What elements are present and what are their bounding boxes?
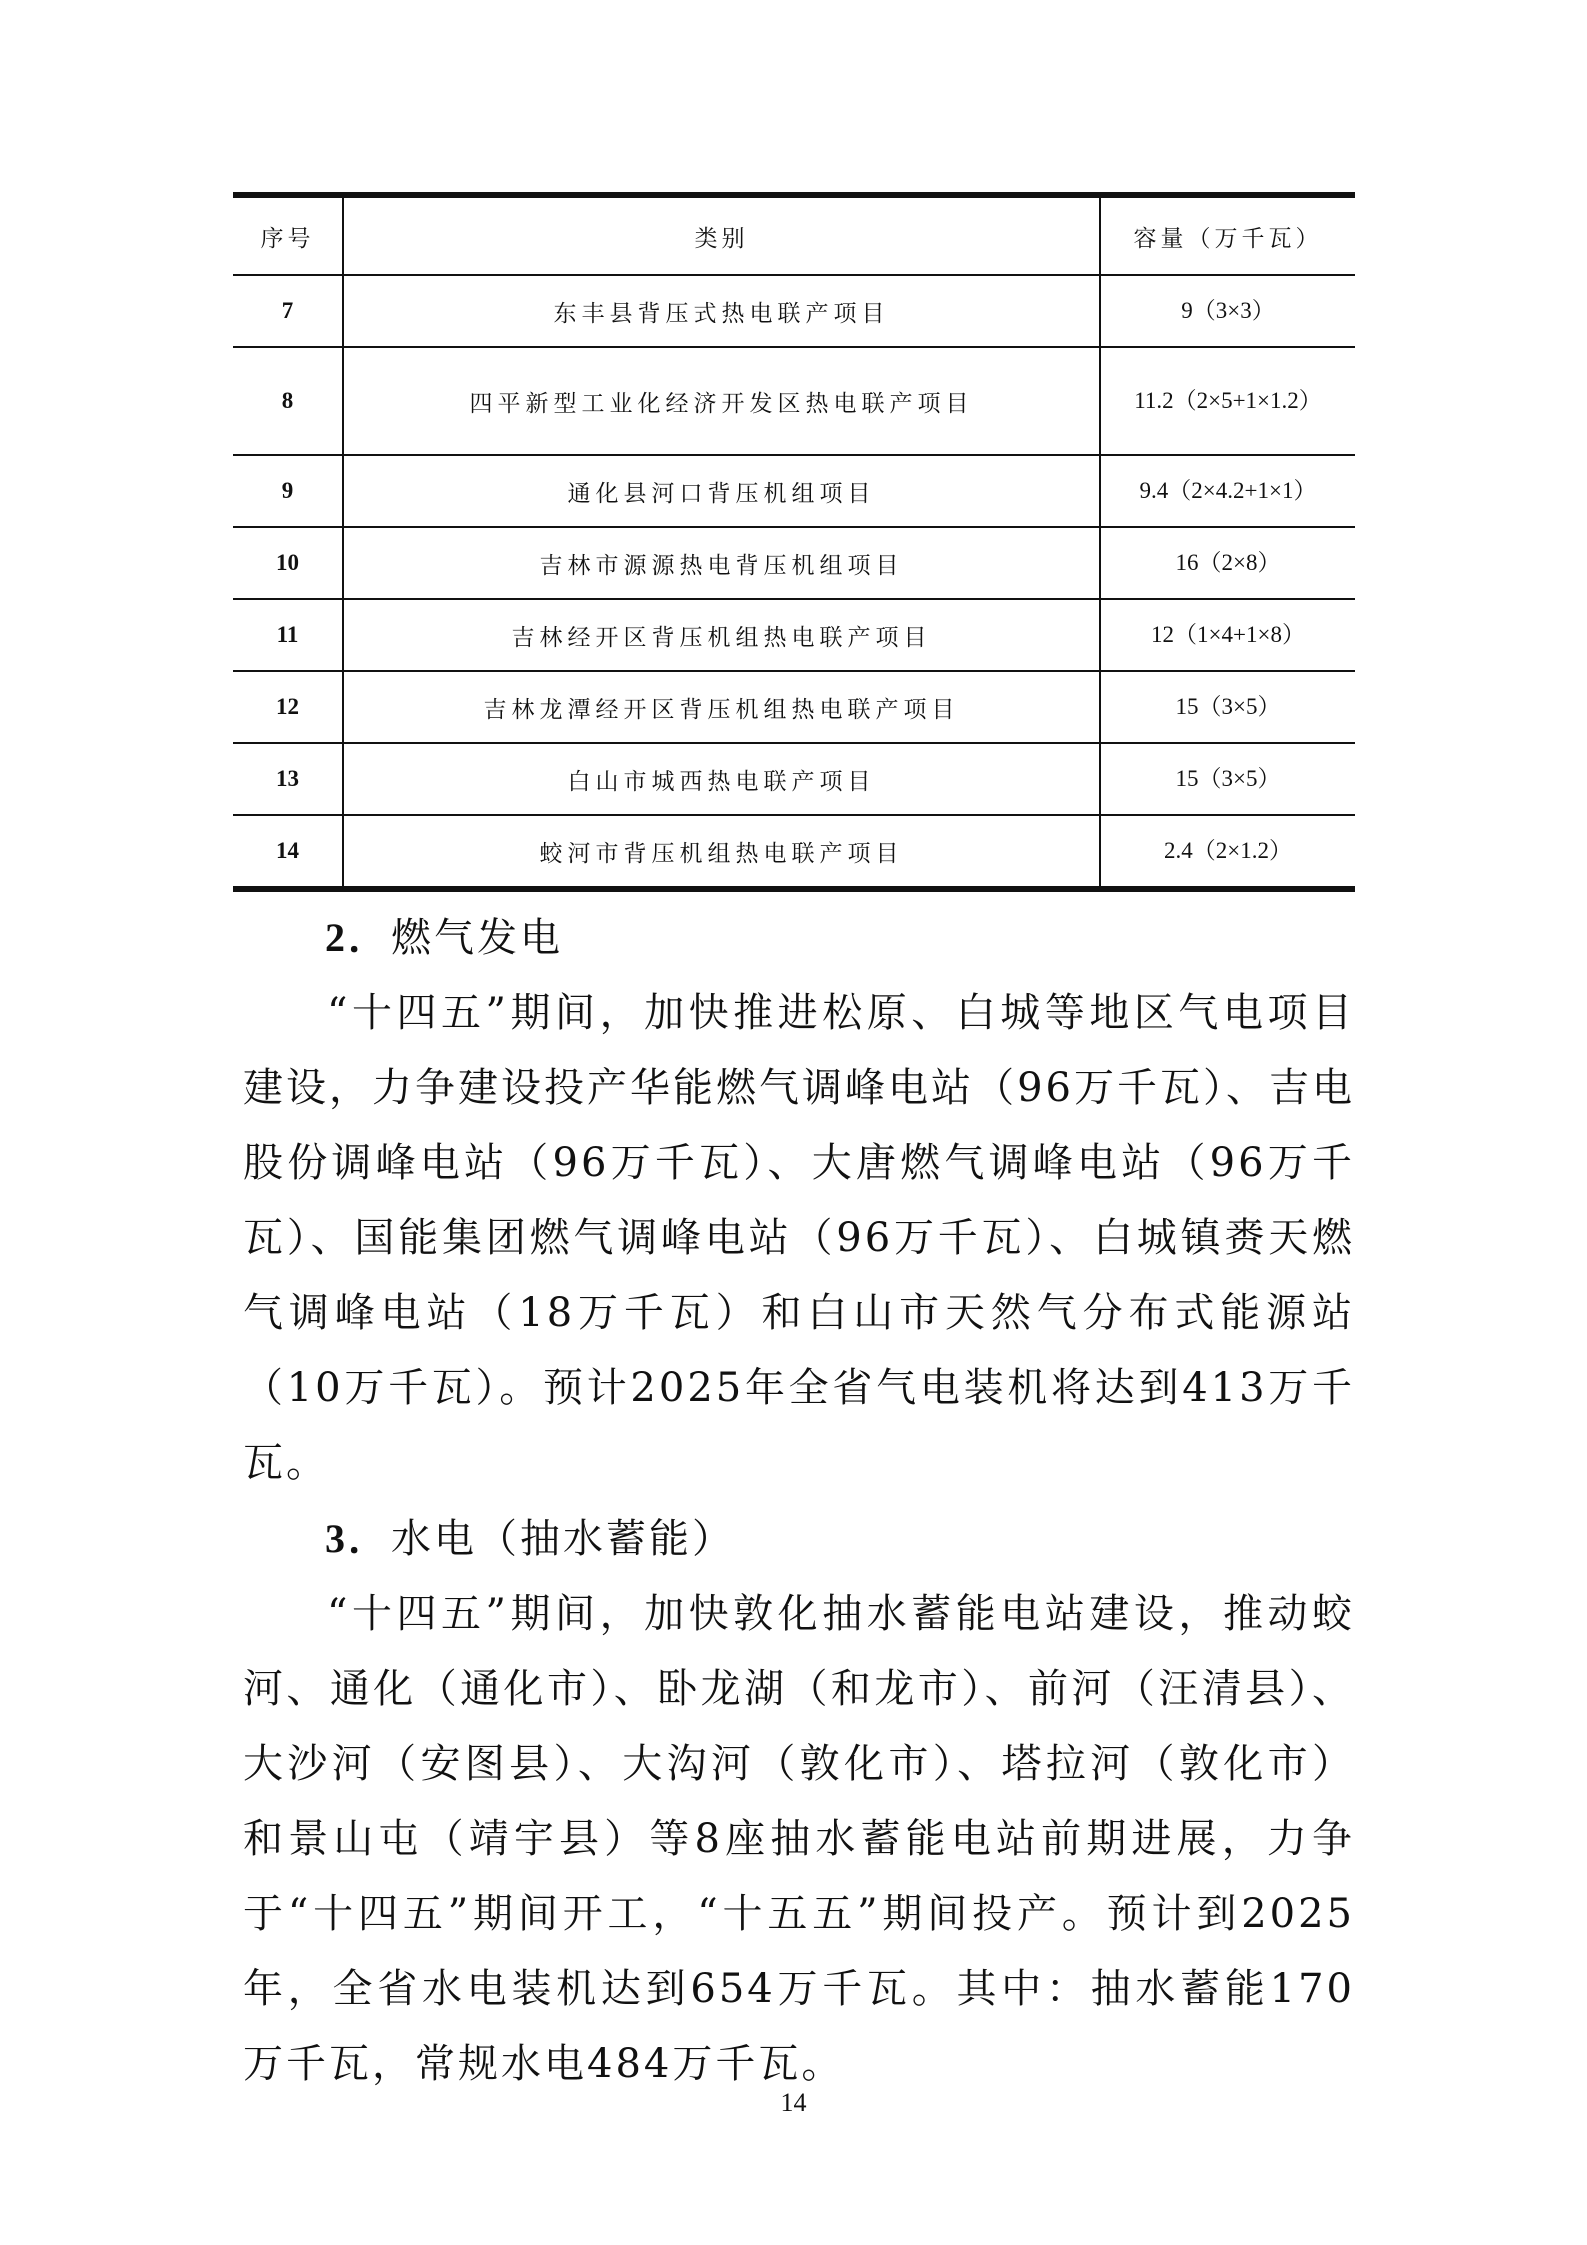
header-category: 类别	[343, 195, 1100, 275]
row-capacity: 9.4（2×4.2+1×1）	[1100, 455, 1355, 527]
page-number: 14	[780, 2088, 807, 2117]
table-row	[233, 527, 1355, 599]
row-capacity: 12（1×4+1×8）	[1100, 599, 1355, 671]
row-index: 10	[233, 527, 343, 599]
section-number: 3．	[325, 1516, 391, 1561]
header-capacity: 容量（万千瓦）	[1100, 195, 1355, 275]
row-name: 东丰县背压式热电联产项目	[343, 275, 1100, 347]
row-index: 14	[233, 815, 343, 889]
row-index: 11	[233, 599, 343, 671]
row-capacity: 9（3×3）	[1100, 275, 1355, 347]
row-capacity: 15（3×5）	[1100, 743, 1355, 815]
section-paragraph-hydro: “十四五”期间，加快敦化抽水蓄能电站建设，推动蛟河、通化（通化市）、卧龙湖（和龙市）、前河（汪清县）、大沙河（安图县）、大沟河（敦化市）、塔拉河（敦化市）和景山屯（靖宇县）等8座抽水蓄能电站前期进展，力争于“十四五”期间开工，“十五五”期间投产。预计到2025年，全省水电装机达到654万千瓦。其中：抽水蓄能170万千瓦，常规水电484万千瓦。	[243, 1591, 1355, 2087]
table-header-row	[233, 195, 1355, 275]
row-name: 吉林龙潭经开区背压机组热电联产项目	[343, 671, 1100, 743]
row-name: 白山市城西热电联产项目	[343, 743, 1100, 815]
row-index: 7	[233, 275, 343, 347]
row-name: 吉林经开区背压机组热电联产项目	[343, 599, 1100, 671]
row-name: 蛟河市背压机组热电联产项目	[343, 815, 1100, 889]
table-row	[233, 743, 1355, 815]
row-name: 吉林市源源热电背压机组项目	[343, 527, 1100, 599]
table-row	[233, 275, 1355, 347]
row-capacity: 15（3×5）	[1100, 671, 1355, 743]
table-row	[233, 347, 1355, 455]
section-number: 2．	[325, 915, 391, 960]
section-title: 水电（抽水蓄能）	[391, 1516, 735, 1562]
row-capacity: 16（2×8）	[1100, 527, 1355, 599]
row-name: 通化县河口背压机组项目	[343, 455, 1100, 527]
row-index: 8	[233, 347, 343, 455]
project-table	[233, 192, 1355, 892]
section-title: 燃气发电	[391, 915, 563, 961]
row-index: 9	[233, 455, 343, 527]
body-text	[243, 900, 1355, 2102]
table-row	[233, 815, 1355, 889]
row-name: 四平新型工业化经济开发区热电联产项目	[343, 347, 1100, 455]
row-index: 12	[233, 671, 343, 743]
header-index: 序号	[233, 195, 343, 275]
row-index: 13	[233, 743, 343, 815]
table-row	[233, 599, 1355, 671]
row-capacity: 11.2（2×5+1×1.2）	[1100, 347, 1355, 455]
table-row	[233, 671, 1355, 743]
section-heading-hydro	[243, 1501, 1355, 1577]
section-heading-gas	[243, 900, 1355, 976]
section-paragraph-gas: “十四五”期间，加快推进松原、白城等地区气电项目建设，力争建设投产华能燃气调峰电站（96万千瓦）、吉电股份调峰电站（96万千瓦）、大唐燃气调峰电站（96万千瓦）、国能集团燃气调峰电站（96万千瓦）、白城镇赉天燃气调峰电站（18万千瓦）和白山市天然气分布式能源站（10万千瓦）。预计2025年全省气电装机将达到413万千瓦。	[243, 990, 1355, 1486]
table-row	[233, 455, 1355, 527]
row-capacity: 2.4（2×1.2）	[1100, 815, 1355, 889]
